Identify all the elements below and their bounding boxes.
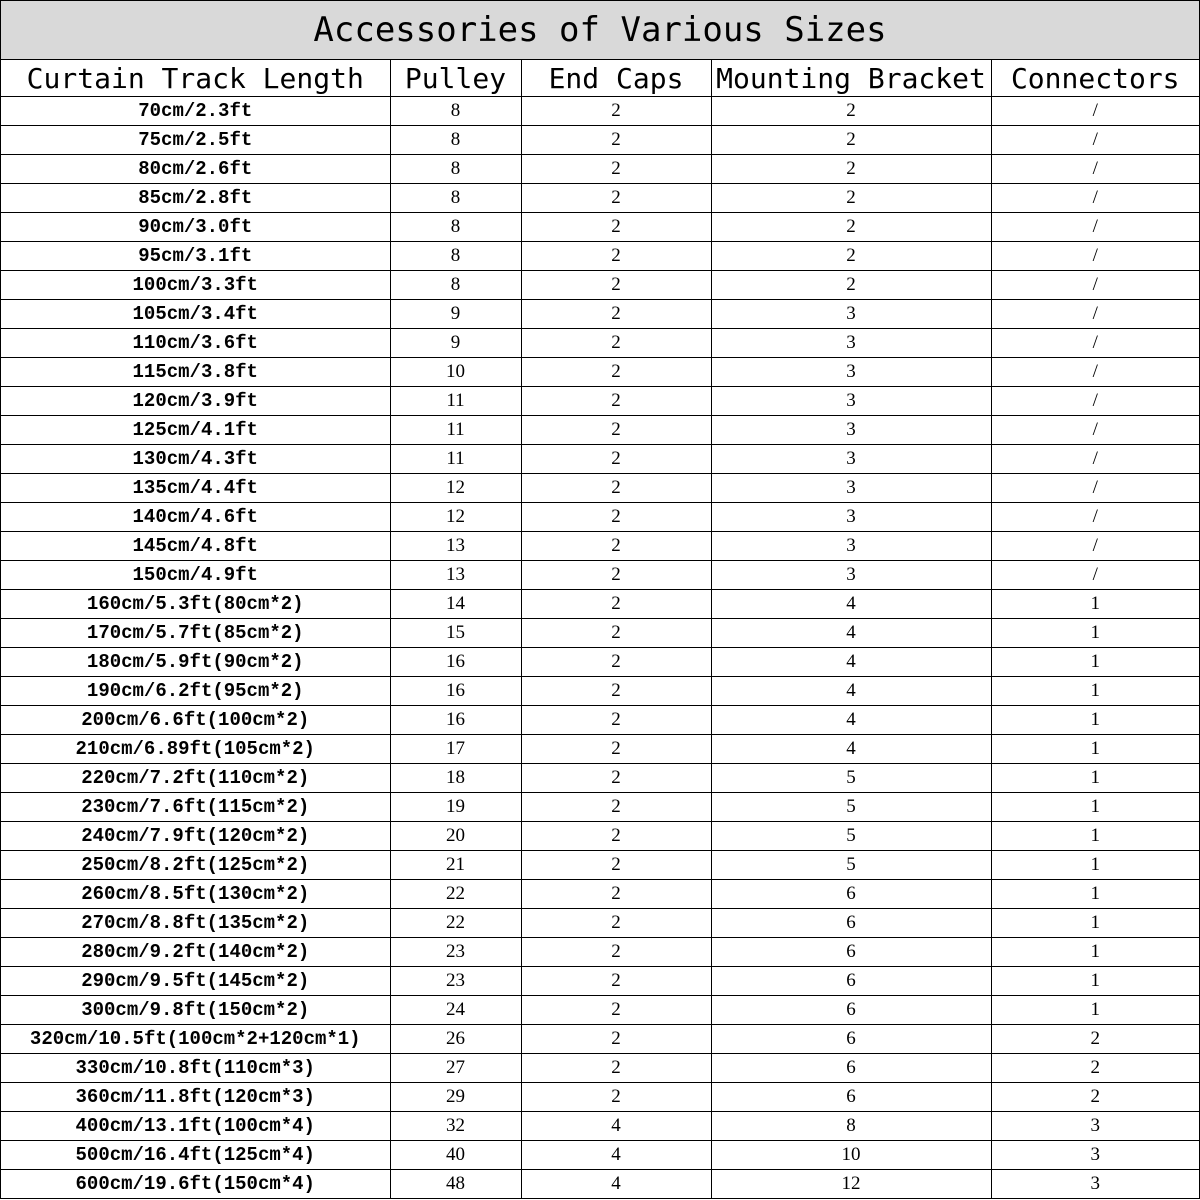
cell-connectors: / [991,155,1199,184]
cell-connectors: 1 [991,590,1199,619]
cell-end-caps: 2 [521,619,711,648]
cell-pulley: 16 [390,648,521,677]
table-row [1,938,1199,967]
cell-end-caps: 2 [521,242,711,271]
cell-pulley: 20 [390,822,521,851]
table-row [1,793,1199,822]
cell-end-caps: 2 [521,909,711,938]
cell-mounting-bracket: 6 [711,909,991,938]
cell-curtain-track-length: 200cm/6.6ft(100cm*2) [1,706,390,735]
cell-connectors: / [991,97,1199,126]
cell-connectors: / [991,503,1199,532]
cell-mounting-bracket: 2 [711,97,991,126]
cell-end-caps: 2 [521,474,711,503]
cell-end-caps: 2 [521,445,711,474]
cell-curtain-track-length: 160cm/5.3ft(80cm*2) [1,590,390,619]
cell-curtain-track-length: 280cm/9.2ft(140cm*2) [1,938,390,967]
table-row [1,909,1199,938]
cell-pulley: 27 [390,1054,521,1083]
cell-end-caps: 2 [521,213,711,242]
header-curtain-track-length: Curtain Track Length [1,60,390,97]
table-row [1,271,1199,300]
cell-curtain-track-length: 130cm/4.3ft [1,445,390,474]
table-row [1,648,1199,677]
cell-pulley: 12 [390,474,521,503]
cell-pulley: 9 [390,329,521,358]
cell-mounting-bracket: 3 [711,503,991,532]
table-row [1,126,1199,155]
cell-end-caps: 2 [521,97,711,126]
cell-pulley: 8 [390,242,521,271]
cell-mounting-bracket: 3 [711,358,991,387]
cell-mounting-bracket: 3 [711,329,991,358]
cell-curtain-track-length: 320cm/10.5ft(100cm*2+120cm*1) [1,1025,390,1054]
cell-connectors: / [991,445,1199,474]
cell-end-caps: 2 [521,996,711,1025]
header-pulley: Pulley [390,60,521,97]
cell-curtain-track-length: 70cm/2.3ft [1,97,390,126]
cell-mounting-bracket: 6 [711,880,991,909]
cell-connectors: 2 [991,1025,1199,1054]
cell-end-caps: 2 [521,503,711,532]
cell-mounting-bracket: 6 [711,1025,991,1054]
cell-pulley: 18 [390,764,521,793]
cell-curtain-track-length: 180cm/5.9ft(90cm*2) [1,648,390,677]
cell-connectors: 1 [991,677,1199,706]
cell-pulley: 40 [390,1141,521,1170]
cell-connectors: 1 [991,619,1199,648]
cell-end-caps: 2 [521,1054,711,1083]
cell-connectors: 1 [991,938,1199,967]
header-row [1,60,1199,97]
table-body [1,97,1199,1199]
cell-pulley: 21 [390,851,521,880]
cell-connectors: 1 [991,822,1199,851]
cell-end-caps: 2 [521,880,711,909]
cell-end-caps: 2 [521,1025,711,1054]
cell-end-caps: 4 [521,1112,711,1141]
cell-curtain-track-length: 250cm/8.2ft(125cm*2) [1,851,390,880]
cell-curtain-track-length: 125cm/4.1ft [1,416,390,445]
cell-pulley: 19 [390,793,521,822]
cell-connectors: 1 [991,793,1199,822]
table-row [1,416,1199,445]
cell-connectors: / [991,242,1199,271]
table-row [1,677,1199,706]
cell-connectors: / [991,300,1199,329]
cell-connectors: / [991,358,1199,387]
cell-mounting-bracket: 5 [711,851,991,880]
cell-curtain-track-length: 600cm/19.6ft(150cm*4) [1,1170,390,1199]
cell-pulley: 13 [390,561,521,590]
cell-mounting-bracket: 6 [711,967,991,996]
cell-connectors: 1 [991,851,1199,880]
cell-pulley: 48 [390,1170,521,1199]
cell-mounting-bracket: 2 [711,242,991,271]
cell-mounting-bracket: 2 [711,271,991,300]
header-end-caps: End Caps [521,60,711,97]
cell-curtain-track-length: 145cm/4.8ft [1,532,390,561]
cell-mounting-bracket: 4 [711,706,991,735]
cell-end-caps: 2 [521,1083,711,1112]
cell-connectors: / [991,271,1199,300]
cell-curtain-track-length: 230cm/7.6ft(115cm*2) [1,793,390,822]
table-row [1,474,1199,503]
cell-curtain-track-length: 260cm/8.5ft(130cm*2) [1,880,390,909]
table-title: Accessories of Various Sizes [1,1,1199,60]
cell-end-caps: 2 [521,735,711,764]
cell-end-caps: 2 [521,851,711,880]
cell-connectors: 1 [991,967,1199,996]
cell-curtain-track-length: 240cm/7.9ft(120cm*2) [1,822,390,851]
cell-end-caps: 4 [521,1141,711,1170]
table-row [1,300,1199,329]
cell-end-caps: 4 [521,1170,711,1199]
table-row [1,590,1199,619]
table-row [1,706,1199,735]
cell-mounting-bracket: 3 [711,445,991,474]
cell-mounting-bracket: 5 [711,764,991,793]
cell-mounting-bracket: 10 [711,1141,991,1170]
cell-end-caps: 2 [521,822,711,851]
cell-end-caps: 2 [521,155,711,184]
table-row [1,822,1199,851]
cell-mounting-bracket: 3 [711,416,991,445]
cell-connectors: / [991,329,1199,358]
cell-mounting-bracket: 6 [711,1054,991,1083]
cell-curtain-track-length: 220cm/7.2ft(110cm*2) [1,764,390,793]
cell-end-caps: 2 [521,764,711,793]
cell-curtain-track-length: 135cm/4.4ft [1,474,390,503]
cell-pulley: 14 [390,590,521,619]
header-connectors: Connectors [991,60,1199,97]
table-row [1,996,1199,1025]
table-row [1,445,1199,474]
cell-mounting-bracket: 12 [711,1170,991,1199]
table-row [1,242,1199,271]
cell-curtain-track-length: 300cm/9.8ft(150cm*2) [1,996,390,1025]
cell-end-caps: 2 [521,126,711,155]
cell-pulley: 17 [390,735,521,764]
cell-connectors: 1 [991,909,1199,938]
table-row [1,619,1199,648]
cell-connectors: / [991,416,1199,445]
cell-mounting-bracket: 5 [711,793,991,822]
cell-curtain-track-length: 190cm/6.2ft(95cm*2) [1,677,390,706]
cell-curtain-track-length: 330cm/10.8ft(110cm*3) [1,1054,390,1083]
cell-curtain-track-length: 210cm/6.89ft(105cm*2) [1,735,390,764]
cell-mounting-bracket: 4 [711,619,991,648]
cell-end-caps: 2 [521,358,711,387]
table-row [1,532,1199,561]
cell-end-caps: 2 [521,184,711,213]
table-row [1,184,1199,213]
cell-mounting-bracket: 4 [711,677,991,706]
table-row [1,1025,1199,1054]
cell-pulley: 9 [390,300,521,329]
cell-connectors: 2 [991,1083,1199,1112]
cell-curtain-track-length: 90cm/3.0ft [1,213,390,242]
cell-pulley: 8 [390,213,521,242]
cell-connectors: / [991,213,1199,242]
cell-curtain-track-length: 500cm/16.4ft(125cm*4) [1,1141,390,1170]
cell-mounting-bracket: 8 [711,1112,991,1141]
cell-pulley: 8 [390,184,521,213]
cell-end-caps: 2 [521,271,711,300]
cell-connectors: 2 [991,1054,1199,1083]
cell-connectors: 3 [991,1170,1199,1199]
cell-pulley: 8 [390,126,521,155]
cell-mounting-bracket: 3 [711,474,991,503]
cell-pulley: 26 [390,1025,521,1054]
cell-connectors: / [991,126,1199,155]
header-mounting-bracket: Mounting Bracket [711,60,991,97]
cell-connectors: / [991,387,1199,416]
cell-pulley: 13 [390,532,521,561]
cell-curtain-track-length: 105cm/3.4ft [1,300,390,329]
cell-end-caps: 2 [521,706,711,735]
cell-pulley: 11 [390,387,521,416]
cell-connectors: 1 [991,706,1199,735]
cell-mounting-bracket: 4 [711,735,991,764]
table-row [1,1112,1199,1141]
cell-connectors: 1 [991,764,1199,793]
cell-connectors: / [991,474,1199,503]
cell-curtain-track-length: 270cm/8.8ft(135cm*2) [1,909,390,938]
cell-pulley: 10 [390,358,521,387]
cell-pulley: 22 [390,909,521,938]
table-row [1,1054,1199,1083]
cell-curtain-track-length: 100cm/3.3ft [1,271,390,300]
cell-end-caps: 2 [521,329,711,358]
cell-curtain-track-length: 140cm/4.6ft [1,503,390,532]
cell-mounting-bracket: 5 [711,822,991,851]
cell-end-caps: 2 [521,300,711,329]
cell-curtain-track-length: 290cm/9.5ft(145cm*2) [1,967,390,996]
cell-curtain-track-length: 400cm/13.1ft(100cm*4) [1,1112,390,1141]
cell-pulley: 24 [390,996,521,1025]
cell-end-caps: 2 [521,387,711,416]
cell-curtain-track-length: 85cm/2.8ft [1,184,390,213]
cell-pulley: 23 [390,967,521,996]
cell-connectors: / [991,184,1199,213]
cell-mounting-bracket: 6 [711,996,991,1025]
table-row [1,503,1199,532]
cell-pulley: 22 [390,880,521,909]
cell-mounting-bracket: 3 [711,561,991,590]
cell-connectors: 3 [991,1112,1199,1141]
cell-pulley: 23 [390,938,521,967]
cell-curtain-track-length: 75cm/2.5ft [1,126,390,155]
cell-mounting-bracket: 6 [711,1083,991,1112]
cell-mounting-bracket: 4 [711,590,991,619]
table-row [1,97,1199,126]
cell-pulley: 8 [390,271,521,300]
table-row [1,213,1199,242]
cell-pulley: 15 [390,619,521,648]
cell-mounting-bracket: 2 [711,213,991,242]
cell-pulley: 8 [390,155,521,184]
cell-end-caps: 2 [521,648,711,677]
table-row [1,561,1199,590]
cell-pulley: 32 [390,1112,521,1141]
table-row [1,967,1199,996]
table-row [1,880,1199,909]
cell-end-caps: 2 [521,416,711,445]
cell-mounting-bracket: 2 [711,184,991,213]
cell-end-caps: 2 [521,938,711,967]
cell-pulley: 16 [390,677,521,706]
cell-connectors: 1 [991,648,1199,677]
cell-end-caps: 2 [521,793,711,822]
cell-mounting-bracket: 3 [711,532,991,561]
cell-pulley: 11 [390,445,521,474]
cell-pulley: 11 [390,416,521,445]
table-row [1,155,1199,184]
cell-mounting-bracket: 3 [711,300,991,329]
cell-pulley: 8 [390,97,521,126]
table-row [1,1141,1199,1170]
cell-end-caps: 2 [521,590,711,619]
cell-curtain-track-length: 115cm/3.8ft [1,358,390,387]
cell-curtain-track-length: 360cm/11.8ft(120cm*3) [1,1083,390,1112]
cell-connectors: 3 [991,1141,1199,1170]
cell-pulley: 29 [390,1083,521,1112]
cell-connectors: / [991,561,1199,590]
cell-connectors: / [991,532,1199,561]
cell-mounting-bracket: 6 [711,938,991,967]
cell-mounting-bracket: 2 [711,126,991,155]
cell-curtain-track-length: 80cm/2.6ft [1,155,390,184]
cell-connectors: 1 [991,880,1199,909]
table-row [1,1170,1199,1199]
cell-mounting-bracket: 3 [711,387,991,416]
cell-pulley: 12 [390,503,521,532]
table-row [1,764,1199,793]
table-row [1,329,1199,358]
cell-mounting-bracket: 4 [711,648,991,677]
cell-end-caps: 2 [521,561,711,590]
cell-curtain-track-length: 120cm/3.9ft [1,387,390,416]
cell-curtain-track-length: 95cm/3.1ft [1,242,390,271]
cell-connectors: 1 [991,996,1199,1025]
cell-end-caps: 2 [521,677,711,706]
cell-mounting-bracket: 2 [711,155,991,184]
cell-curtain-track-length: 170cm/5.7ft(85cm*2) [1,619,390,648]
cell-end-caps: 2 [521,967,711,996]
table-row [1,358,1199,387]
cell-connectors: 1 [991,735,1199,764]
table-row [1,387,1199,416]
accessories-table [1,60,1199,1198]
cell-pulley: 16 [390,706,521,735]
cell-end-caps: 2 [521,532,711,561]
cell-curtain-track-length: 110cm/3.6ft [1,329,390,358]
table-row [1,1083,1199,1112]
table-row [1,851,1199,880]
cell-curtain-track-length: 150cm/4.9ft [1,561,390,590]
table-row [1,735,1199,764]
